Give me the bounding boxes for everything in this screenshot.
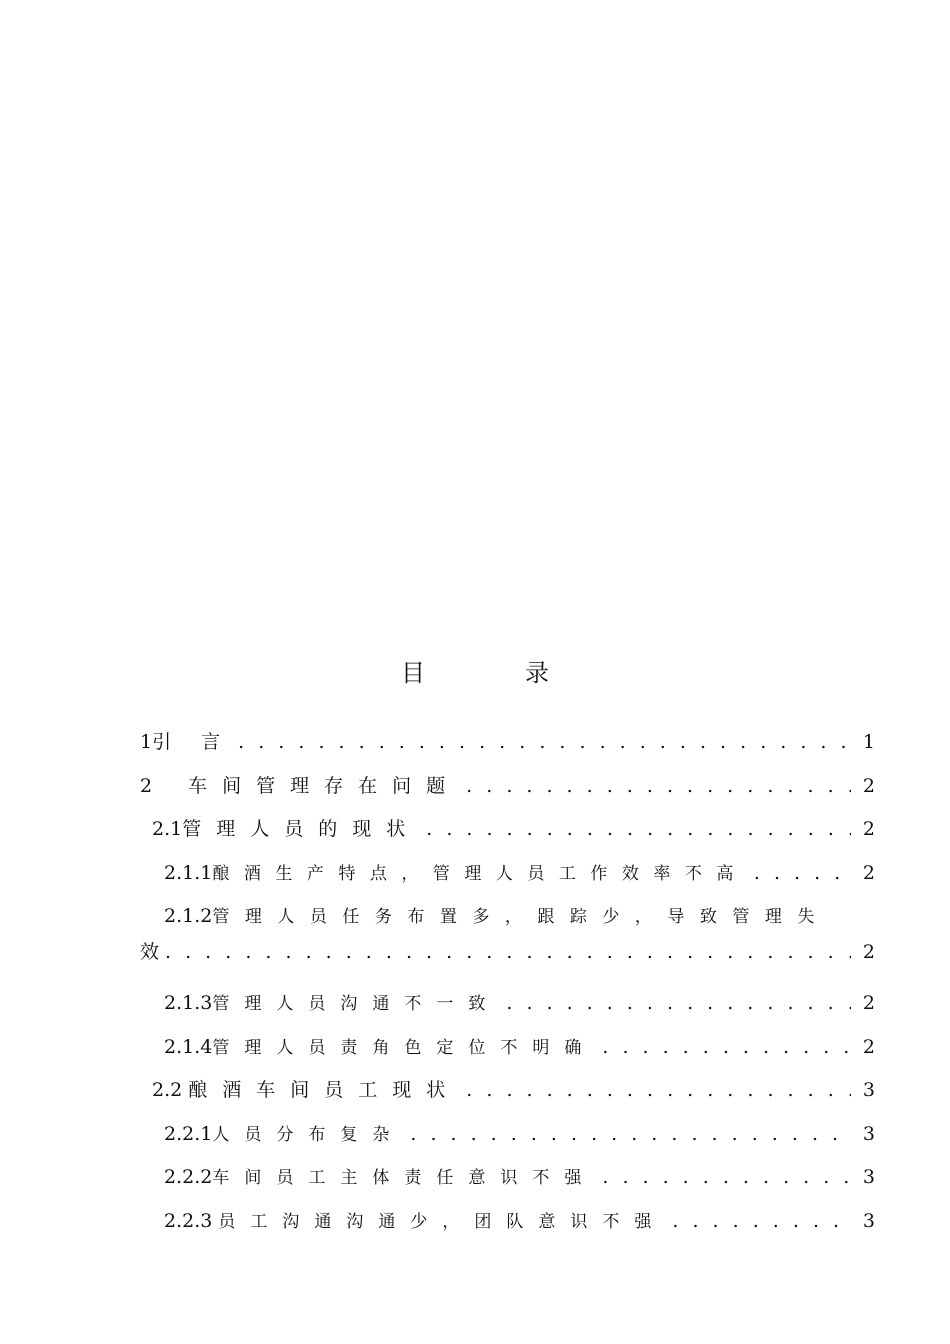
toc-entry[interactable] xyxy=(140,811,875,855)
toc-entry-title-continuation: 效 xyxy=(140,941,160,963)
toc-entry[interactable] xyxy=(140,898,875,934)
toc-entry-number: 2.2 xyxy=(152,1079,189,1101)
toc-entry-page: 2 xyxy=(862,861,875,884)
toc-entry-label xyxy=(152,811,420,847)
toc-entry[interactable] xyxy=(140,1159,875,1203)
toc-entry-title: 引 言 xyxy=(152,731,233,753)
toc-entry-label xyxy=(152,1072,460,1108)
toc-entry[interactable] xyxy=(140,1072,875,1116)
toc-entry-title: 管理人员沟通不一致 xyxy=(212,994,501,1014)
toc-leader-dots xyxy=(466,768,851,804)
toc-entry[interactable] xyxy=(140,1029,875,1073)
toc-entry-title: 车间员工主体责任意识不强 xyxy=(212,1168,597,1188)
toc-leader-dots xyxy=(165,934,851,970)
toc-entry-title: 员工沟通沟通少，团队意识不强 xyxy=(218,1211,667,1232)
toc-entry-number: 2.2.2 xyxy=(164,1166,213,1188)
toc-entry-page: 2 xyxy=(862,992,875,1014)
toc-leader-dots xyxy=(410,1116,851,1152)
toc-entry-page: 1 xyxy=(862,731,875,753)
toc-entry-page: 3 xyxy=(862,1122,875,1145)
toc-entry[interactable] xyxy=(140,1116,875,1160)
toc-entry-title: 酿酒车间员工现状 xyxy=(188,1079,461,1101)
toc-entry-title: 人员分布复杂 xyxy=(212,1124,405,1145)
toc-entry-number: 2 xyxy=(140,774,189,797)
toc-entry-number: 2.1.2 xyxy=(164,905,213,927)
toc-entry-label xyxy=(164,985,500,1022)
toc-leader-dots xyxy=(238,724,851,760)
table-of-contents xyxy=(140,724,875,1246)
toc-entry[interactable] xyxy=(140,724,875,768)
toc-entry-page: 3 xyxy=(862,1209,875,1232)
toc-entry-title: 管理人员责角色定位不明确 xyxy=(212,1037,597,1058)
toc-leader-dots xyxy=(426,811,851,847)
toc-entry-page: 2 xyxy=(862,818,875,840)
toc-entry-label xyxy=(164,898,830,935)
toc-entry-page: 2 xyxy=(862,1035,875,1058)
toc-entry-title: 酿酒生产特点，管理人员工作效率不高 xyxy=(212,863,748,884)
toc-leader-dots xyxy=(602,1159,851,1195)
toc-leader-dots xyxy=(754,855,851,891)
toc-entry-title: 管理人员的现状 xyxy=(182,818,421,840)
toc-leader-dots xyxy=(466,1072,851,1108)
toc-entry-label xyxy=(164,1116,404,1153)
toc-entry-number: 2.1.4 xyxy=(164,1035,213,1058)
toc-leader-dots xyxy=(602,1029,851,1065)
toc-entry-label xyxy=(140,934,159,970)
toc-entry-title: 管理人员任务布置多，跟踪少，导致管理失 xyxy=(212,907,830,927)
toc-entry-page: 2 xyxy=(862,774,875,797)
toc-entry-number: 2.1.1 xyxy=(164,861,213,884)
toc-entry-page: 3 xyxy=(862,1079,875,1101)
toc-entry-title: 车间管理存在问题 xyxy=(188,774,461,797)
toc-entry-label xyxy=(164,1203,666,1240)
toc-entry-number: 2.2.3 xyxy=(164,1209,219,1232)
toc-entry-label xyxy=(140,724,232,760)
toc-entry-page: 2 xyxy=(862,941,875,963)
toc-entry-label xyxy=(140,768,460,804)
toc-entry-page: 3 xyxy=(862,1166,875,1188)
toc-entry-label xyxy=(164,1029,596,1066)
toc-entry-number: 2.1.3 xyxy=(164,992,213,1014)
toc-entry[interactable] xyxy=(140,768,875,812)
toc-entry-label xyxy=(164,855,748,892)
toc-entry-number: 1 xyxy=(140,731,153,753)
toc-leader-dots xyxy=(506,985,851,1021)
toc-entry[interactable] xyxy=(140,855,875,899)
toc-entry[interactable] xyxy=(140,985,875,1029)
toc-entry[interactable] xyxy=(140,1203,875,1247)
toc-leader-dots xyxy=(672,1203,851,1239)
toc-entry-label xyxy=(164,1159,596,1196)
toc-entry-continuation[interactable] xyxy=(140,934,875,985)
toc-entry-number: 2.2.1 xyxy=(164,1122,213,1145)
toc-title: 目 录 xyxy=(401,659,587,687)
toc-entry-number: 2.1 xyxy=(152,818,183,840)
